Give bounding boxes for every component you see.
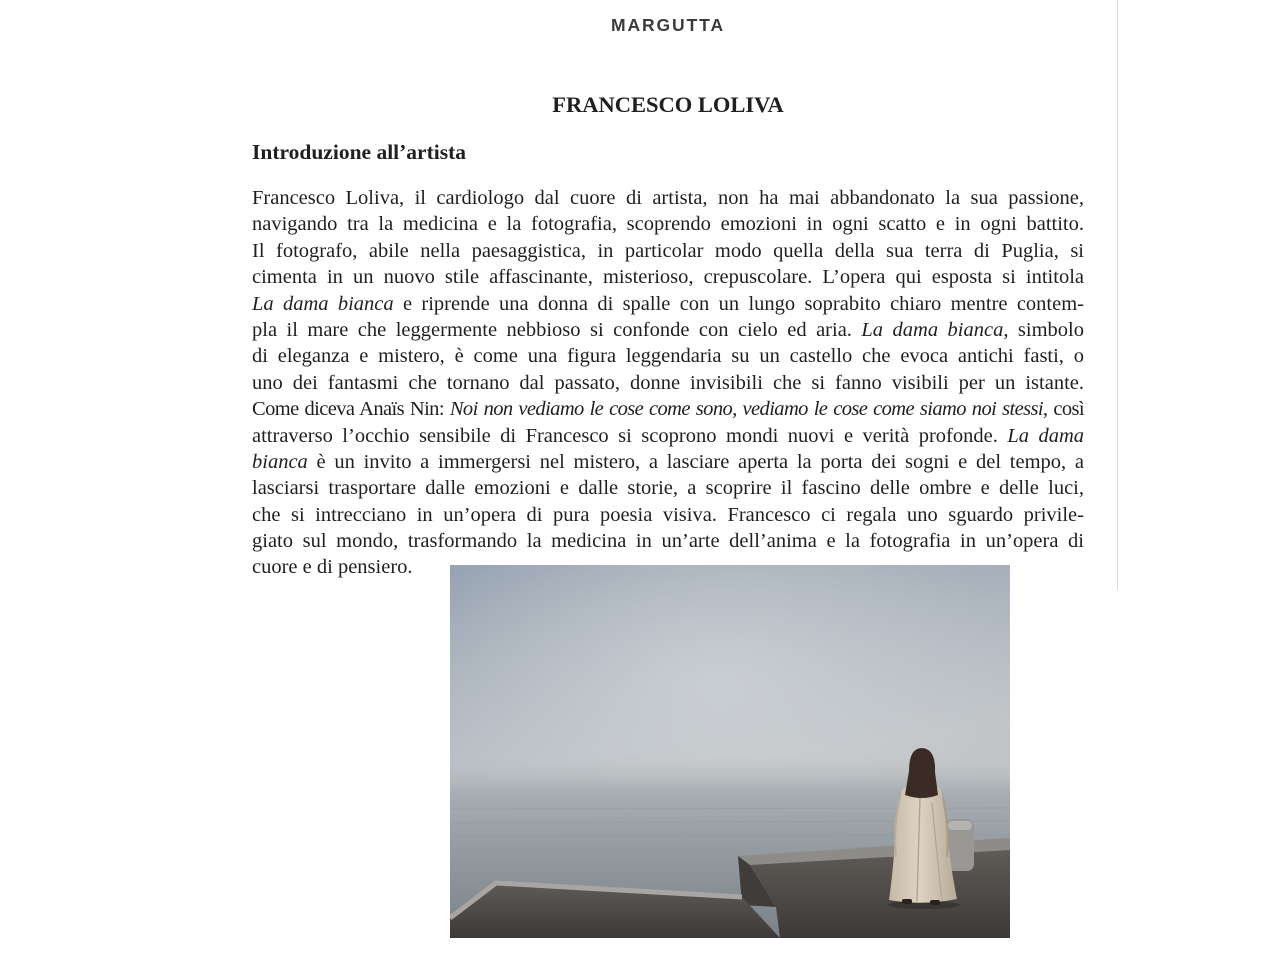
text-run: Il fotografo, abile nella paesaggistica, in particolar modo quella della sua terra di Puglia, si [252, 239, 1084, 262]
text-run: navigando tra la medicina e la fotografia, scoprendo emozioni in ogni scatto e in ogni battito. [252, 213, 1084, 236]
text-run: uno dei fantasmi che tornano dal passato, donne invisibili che si fanno visibili per un istante. [252, 371, 1084, 394]
text-run: , simbolo [1003, 318, 1084, 341]
text-run: Francesco Loliva, il cardiologo dal cuore di artista, non ha mai abbandonato la sua passione, [252, 187, 1084, 209]
paragraph-line [252, 423, 1084, 449]
italic-quotation: Noi non vediamo le cose come sono, vediamo le cose come siamo noi stessi [449, 398, 1043, 421]
paragraph-line [252, 449, 1084, 475]
scan-edge-line [1117, 0, 1118, 590]
photograph-canvas [450, 565, 1010, 938]
text-run: è un invito a immergersi nel mistero, a lasciare aperta la porta dei sogni e del tempo, a [307, 450, 1084, 473]
text-run: , così [1042, 398, 1084, 421]
paragraph-line [252, 211, 1084, 237]
section-heading: Introduzione all’artista [252, 140, 467, 164]
article-title: FRANCESCO LOLIVA [552, 92, 784, 117]
paragraph-line [252, 185, 1084, 211]
italic-artwork-title: La dama bianca [252, 292, 394, 315]
text-run: e riprende una donna di spalle con un lungo soprabito chiaro mentre contem- [393, 292, 1085, 315]
italic-artwork-title: La dama [1007, 424, 1084, 447]
text-run: che si intrecciano in un’opera di pura poesia visiva. Francesco ci regala uno sguardo privile- [252, 503, 1084, 526]
text-run: attraverso l’occhio sensibile di Francesco si scoprono mondi nuovi e verità profonde. [252, 424, 1008, 447]
paragraph-line [252, 238, 1084, 264]
paragraph-line [252, 343, 1084, 369]
artwork-photograph [450, 565, 1010, 938]
paragraph-line [252, 475, 1084, 501]
text-run: di eleganza e mistero, è come una figura leggendaria su un castello che evoca antichi fasti, o [252, 345, 1084, 368]
paragraph-line [252, 264, 1084, 290]
italic-artwork-title: La dama bianca [861, 318, 1004, 341]
text-run: cuore e di pensiero. [252, 556, 413, 579]
italic-artwork-title: bianca [252, 450, 308, 473]
body-paragraph [252, 185, 1084, 581]
text-run: cimenta in un nuovo stile affascinante, misterioso, crepuscolare. L’opera qui esposta si intitola [252, 266, 1084, 289]
text-run: pla il mare che leggermente nebbioso si confonde con cielo ed aria. [252, 318, 862, 341]
publication-masthead: MARGUTTA [610, 15, 726, 35]
paragraph-line [252, 291, 1084, 317]
text-run: Come diceva Anaïs Nin: [252, 398, 450, 421]
text-run: lasciarsi trasportare dalle emozioni e dalle storie, a scoprire il fascino delle ombre e delle luci, [252, 477, 1084, 500]
paragraph-line [252, 528, 1084, 554]
text-run: giato sul mondo, trasformando la medicina in un’arte dell’anima e la fotografia in un’opera di [252, 530, 1084, 553]
paragraph-line [252, 370, 1084, 396]
paragraph-line [252, 317, 1084, 343]
paragraph-line [252, 502, 1084, 528]
paragraph-line [252, 396, 1084, 422]
